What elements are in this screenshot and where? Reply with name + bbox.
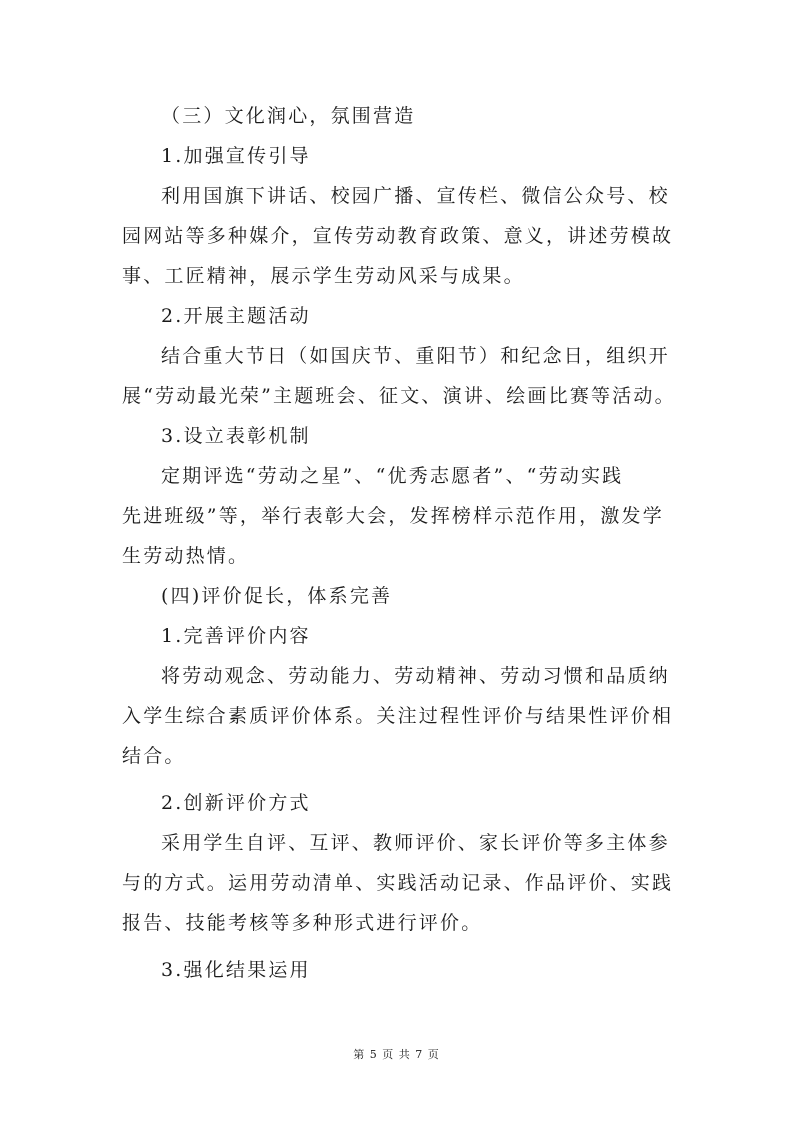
paragraph-line: 园网站等多种媒介，宣传劳动教育政策、意义，讲述劳模故 [122, 225, 674, 247]
paragraph-line: 结合重大节日（如国庆节、重阳节）和纪念日，组织开 [161, 345, 670, 367]
paragraph-line: 与的方式。运用劳动清单、实践活动记录、作品评价、实践 [122, 872, 674, 894]
subheading-4-3: 3.强化结果运用 [161, 959, 311, 981]
paragraph-line: 事、工匠精神，展示学生劳动风采与成果。 [122, 265, 525, 287]
paragraph-line: 入学生综合素质评价体系。关注过程性评价与结果性评价相 [122, 705, 674, 727]
subheading-3-2: 2.开展主题活动 [161, 305, 311, 327]
paragraph-line: 采用学生自评、互评、教师评价、家长评价等多主体参 [161, 832, 670, 854]
paragraph-line: 定期评选“劳动之星”、“优秀志愿者”、“劳动实践 [161, 465, 624, 487]
paragraph-line: 报告、技能考核等多种形式进行评价。 [122, 912, 483, 934]
section-heading-4: (四)评价促长，体系完善 [161, 585, 393, 607]
paragraph-line: 生劳动热情。 [122, 545, 250, 567]
spacer [122, 776, 674, 783]
paragraph-line: 先进班级”等，举行表彰大会，发挥榜样示范作用，激发学 [122, 505, 664, 527]
paragraph-line: 将劳动观念、劳动能力、劳动精神、劳动习惯和品质纳 [161, 665, 670, 687]
paragraph-line: 展“劳动最光荣”主题班会、征文、演讲、绘画比赛等活动。 [122, 385, 676, 407]
subheading-4-2: 2.创新评价方式 [161, 792, 311, 814]
subheading-3-1: 1.加强宣传引导 [161, 145, 311, 167]
page-number: 第 5 页 共 7 页 [353, 1048, 440, 1061]
section-heading-3: （三）文化润心，氛围营造 [161, 105, 416, 127]
spacer [122, 943, 674, 950]
paragraph-line: 利用国旗下讲话、校园广播、宣传栏、微信公众号、校 [161, 185, 670, 207]
document-body [122, 96, 674, 990]
subheading-3-3: 3.设立表彰机制 [161, 425, 311, 447]
paragraph-line: 结合。 [122, 745, 186, 767]
subheading-4-1: 1.完善评价内容 [161, 625, 311, 647]
